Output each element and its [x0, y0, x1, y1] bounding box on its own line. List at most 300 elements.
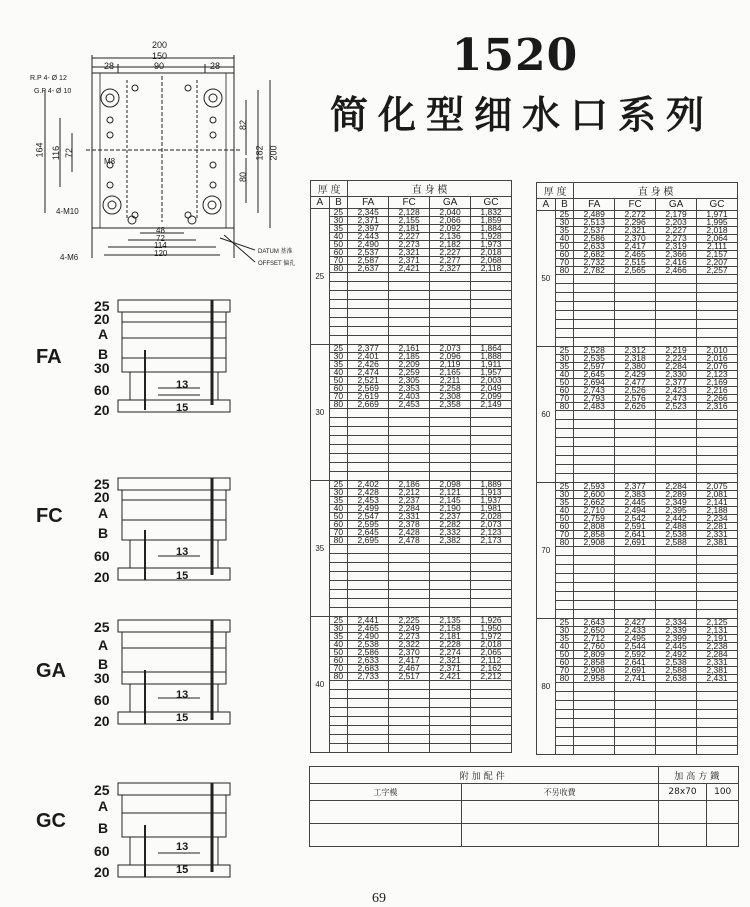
- blank-row: [311, 681, 512, 690]
- cell: 2,397: [348, 225, 389, 233]
- cell: 2,096: [430, 353, 471, 361]
- blank-row: [537, 293, 738, 302]
- cell: 2,595: [348, 521, 389, 529]
- cell: 30: [555, 491, 574, 499]
- dim-200-top: 200: [152, 40, 168, 50]
- cell: 2,316: [697, 403, 738, 411]
- cell: 2,378: [389, 521, 430, 529]
- straight-mold-header: 直 身 模: [574, 183, 738, 199]
- cell: 2,662: [574, 499, 615, 507]
- cell: 2,465: [348, 625, 389, 633]
- cell: 2,066: [430, 217, 471, 225]
- cell: 2,173: [471, 537, 512, 545]
- cell: 2,040: [430, 209, 471, 217]
- dim-182: 182: [254, 145, 265, 161]
- plate-b: B: [98, 820, 109, 836]
- cell: 2,382: [430, 537, 471, 545]
- dim-90: 90: [154, 61, 165, 71]
- cell: 35: [555, 363, 574, 371]
- blank-row: [537, 420, 738, 429]
- col-header-gc: GC: [471, 197, 512, 209]
- cell: 2,682: [574, 251, 615, 259]
- cell: 2,289: [656, 491, 697, 499]
- col-header-b: B: [329, 197, 348, 209]
- cell: 2,353: [389, 385, 430, 393]
- dim-13: 13: [176, 546, 189, 558]
- plate-25: 25: [94, 619, 110, 635]
- cell: 2,284: [656, 483, 697, 491]
- cell: 70: [329, 393, 348, 401]
- cell: 2,441: [348, 617, 389, 625]
- cell: 2,528: [574, 347, 615, 355]
- cell: 2,645: [348, 529, 389, 537]
- cell: 2,586: [348, 649, 389, 657]
- cell: 30: [555, 355, 574, 363]
- cell: 80: [329, 673, 348, 681]
- blank-row: [311, 545, 512, 554]
- plate-a: A: [98, 798, 109, 814]
- cell: 2,227: [430, 249, 471, 257]
- blank-row: [537, 728, 738, 737]
- cell: 1,971: [697, 211, 738, 219]
- blank-row: [311, 454, 512, 463]
- plate-20: 20: [94, 489, 110, 505]
- cell: 50: [329, 241, 348, 249]
- cell: 2,349: [656, 499, 697, 507]
- cell: 2,366: [656, 251, 697, 259]
- cell: 50: [555, 243, 574, 251]
- cell: 1,981: [471, 505, 512, 513]
- side-view-ga-shape: [118, 620, 230, 724]
- cell: 2,423: [656, 387, 697, 395]
- accessory-item: 工字模: [310, 784, 462, 801]
- cell: 2,234: [697, 515, 738, 523]
- plate-20-bottom: 20: [94, 864, 110, 880]
- cell: 2,523: [656, 403, 697, 411]
- cell: 2,331: [697, 531, 738, 539]
- blank-row: [311, 717, 512, 726]
- cell: 2,155: [389, 217, 430, 225]
- cell: 2,274: [430, 649, 471, 657]
- cell: 2,181: [430, 633, 471, 641]
- cell: 2,165: [430, 369, 471, 377]
- blank-row: [537, 411, 738, 420]
- col-header-fc: FC: [389, 197, 430, 209]
- cell: 2,191: [697, 635, 738, 643]
- cell: 60: [555, 387, 574, 395]
- cell: 1,913: [471, 489, 512, 497]
- cell: 2,517: [389, 673, 430, 681]
- cell: 2,488: [656, 523, 697, 531]
- cell: 2,592: [615, 651, 656, 659]
- extra-value: 100: [707, 784, 739, 801]
- cell: 2,121: [430, 489, 471, 497]
- cell: 60: [555, 251, 574, 259]
- blank-row: [311, 599, 512, 608]
- cell: 2,641: [615, 659, 656, 667]
- cell: 2,209: [389, 361, 430, 369]
- cell: 1,926: [471, 617, 512, 625]
- cell: 2,645: [574, 371, 615, 379]
- cell: 2,538: [656, 659, 697, 667]
- dim-72-left: 72: [64, 147, 75, 159]
- cell: 2,442: [656, 515, 697, 523]
- label-datum: DATUM 基淮: [258, 249, 293, 255]
- cell: 2,272: [615, 211, 656, 219]
- cell: 2,537: [348, 249, 389, 257]
- cell: 2,308: [430, 393, 471, 401]
- extra-height-title: 加高方鐵: [658, 767, 738, 784]
- cell: 2,211: [430, 377, 471, 385]
- blank-row: [537, 311, 738, 320]
- blank-row: [311, 318, 512, 327]
- cell: 2,118: [471, 265, 512, 273]
- cell: 2,327: [430, 265, 471, 273]
- cell: 25: [555, 211, 574, 219]
- cell: 2,258: [430, 385, 471, 393]
- cell: 2,370: [615, 235, 656, 243]
- cell: 2,228: [430, 641, 471, 649]
- plate-a: A: [98, 505, 109, 521]
- cell: 2,273: [389, 633, 430, 641]
- thickness-header: 厚 度: [537, 183, 574, 199]
- cell: 80: [555, 675, 574, 683]
- dim-13: 13: [176, 689, 189, 701]
- plate-25: 25: [94, 782, 110, 798]
- cell: 2,626: [615, 403, 656, 411]
- blank-row: [537, 547, 738, 556]
- cell: 60: [329, 657, 348, 665]
- table-row: [537, 675, 738, 683]
- cell: 2,637: [348, 265, 389, 273]
- cell: 2,237: [389, 497, 430, 505]
- cell: 2,179: [656, 211, 697, 219]
- cell: 2,111: [697, 243, 738, 251]
- cell: 2,712: [574, 635, 615, 643]
- cell: 2,428: [348, 489, 389, 497]
- table-row: [311, 537, 512, 545]
- cell: 60: [329, 521, 348, 529]
- cell: 1,928: [471, 233, 512, 241]
- dim-164: 164: [34, 142, 45, 158]
- cell: 40: [329, 233, 348, 241]
- a-value: 60: [537, 347, 556, 483]
- cell: 35: [555, 635, 574, 643]
- cell: 2,908: [574, 539, 615, 547]
- cell: 2,619: [348, 393, 389, 401]
- cell: 50: [555, 515, 574, 523]
- cell: 70: [329, 529, 348, 537]
- a-value: 80: [537, 619, 556, 755]
- cell: 1,957: [471, 369, 512, 377]
- cell: 2,429: [615, 371, 656, 379]
- a-value: 25: [311, 209, 330, 345]
- blank-row: [311, 463, 512, 472]
- cell: 70: [555, 531, 574, 539]
- cell: 2,586: [574, 235, 615, 243]
- cell: 2,075: [697, 483, 738, 491]
- cell: 30: [555, 627, 574, 635]
- cell: 2,490: [348, 633, 389, 641]
- cell: 2,759: [574, 515, 615, 523]
- cell: 2,858: [574, 531, 615, 539]
- cell: 2,547: [348, 513, 389, 521]
- cell: 2,542: [615, 515, 656, 523]
- cell: 70: [329, 665, 348, 673]
- cell: 2,371: [348, 217, 389, 225]
- cell: 80: [329, 401, 348, 409]
- table-row: [311, 265, 512, 273]
- cell: 2,273: [656, 235, 697, 243]
- blank-row: [311, 291, 512, 300]
- cell: 2,417: [615, 243, 656, 251]
- cell: 40: [555, 371, 574, 379]
- cell: 2,018: [471, 249, 512, 257]
- blank-row: [537, 601, 738, 610]
- cell: 2,169: [697, 379, 738, 387]
- cell: 30: [329, 217, 348, 225]
- cell: 2,597: [574, 363, 615, 371]
- plate-a: A: [98, 637, 109, 653]
- cell: 2,428: [389, 529, 430, 537]
- cell: 40: [329, 369, 348, 377]
- cell: 80: [329, 265, 348, 273]
- cell: 80: [555, 539, 574, 547]
- cell: 2,402: [348, 481, 389, 489]
- cell: 1,859: [471, 217, 512, 225]
- cell: 60: [555, 659, 574, 667]
- cell: 40: [329, 641, 348, 649]
- cell: 2,018: [697, 227, 738, 235]
- cell: 2,695: [348, 537, 389, 545]
- blank-row: [537, 429, 738, 438]
- plate-60: 60: [94, 843, 110, 859]
- cell: 2,284: [697, 651, 738, 659]
- cell: 2,028: [471, 513, 512, 521]
- cell: 2,426: [348, 361, 389, 369]
- cell: 2,216: [697, 387, 738, 395]
- cell: 2,593: [574, 483, 615, 491]
- cell: 2,380: [615, 363, 656, 371]
- a-value: 35: [311, 481, 330, 617]
- blank-row: [537, 692, 738, 701]
- cell: 2,358: [430, 401, 471, 409]
- side-view-shapes: [118, 300, 230, 877]
- blank-row: [311, 273, 512, 282]
- blank-row: [311, 300, 512, 309]
- type-label-fa: FA: [36, 346, 62, 368]
- blank-row: [537, 465, 738, 474]
- cell: 80: [555, 267, 574, 275]
- cell: 2,073: [471, 521, 512, 529]
- blank-row: [537, 574, 738, 583]
- cell: 2,212: [389, 489, 430, 497]
- cell: 2,119: [430, 361, 471, 369]
- cell: 2,277: [430, 257, 471, 265]
- cell: 35: [329, 225, 348, 233]
- col-header-fa: FA: [574, 199, 615, 211]
- cell: 2,181: [389, 225, 430, 233]
- cell: 50: [329, 513, 348, 521]
- dim-28-right: 28: [210, 61, 221, 71]
- cell: 2,433: [615, 627, 656, 635]
- blank-row: [311, 735, 512, 744]
- plate-60: 60: [94, 548, 110, 564]
- cell: 2,474: [348, 369, 389, 377]
- cell: 2,185: [389, 353, 430, 361]
- table-row: [311, 673, 512, 681]
- cell: 2,123: [697, 371, 738, 379]
- cell: 2,273: [389, 241, 430, 249]
- accessories-title: 附加配件: [310, 767, 659, 784]
- blank-row: [311, 309, 512, 318]
- cell: 2,515: [615, 259, 656, 267]
- blank-row: [537, 284, 738, 293]
- cell: 1,937: [471, 497, 512, 505]
- dim-150: 150: [152, 51, 168, 61]
- blank-row: [311, 726, 512, 735]
- blank-row: [537, 320, 738, 329]
- label-rp: R.P 4- Ø 12: [30, 75, 67, 82]
- cell: 35: [555, 227, 574, 235]
- cell: 2,395: [656, 507, 697, 515]
- cell: 2,569: [348, 385, 389, 393]
- cell: 2,760: [574, 643, 615, 651]
- cell: 2,092: [430, 225, 471, 233]
- cell: 2,453: [389, 401, 430, 409]
- blank-row: [311, 699, 512, 708]
- blank-row: [537, 746, 738, 755]
- blank-row: [311, 690, 512, 699]
- blank-row: [537, 447, 738, 456]
- blank-row: [311, 418, 512, 427]
- blank-row: [537, 701, 738, 710]
- cell: 50: [555, 379, 574, 387]
- cell: 2,492: [656, 651, 697, 659]
- cell: 70: [329, 257, 348, 265]
- cell: 2,157: [697, 251, 738, 259]
- label-m8: M8: [104, 157, 116, 166]
- plate-25: 25: [94, 298, 110, 314]
- blank-row: [311, 590, 512, 599]
- cell: 2,427: [615, 619, 656, 627]
- cell: 25: [329, 481, 348, 489]
- dim-120: 120: [154, 249, 168, 258]
- table-row: [311, 401, 512, 409]
- cell: 1,911: [471, 361, 512, 369]
- plate-20: 20: [94, 311, 110, 327]
- a-value: 70: [537, 483, 556, 619]
- cell: 2,691: [615, 667, 656, 675]
- blank-row: [537, 710, 738, 719]
- accessories-table: [309, 766, 739, 847]
- cell: 2,669: [348, 401, 389, 409]
- cell: 25: [555, 619, 574, 627]
- cell: 2,207: [697, 259, 738, 267]
- cell: 35: [329, 497, 348, 505]
- dim-15: 15: [176, 570, 189, 582]
- col-header-gc: GC: [697, 199, 738, 211]
- cell: 2,212: [471, 673, 512, 681]
- cell: 2,908: [574, 667, 615, 675]
- blank-row: [537, 456, 738, 465]
- dim-82: 82: [238, 119, 249, 131]
- cell: 35: [329, 633, 348, 641]
- plate-20-bottom: 20: [94, 713, 110, 729]
- cell: 2,638: [656, 675, 697, 683]
- cell: 2,445: [615, 499, 656, 507]
- cell: 2,322: [389, 641, 430, 649]
- cell: 2,321: [389, 249, 430, 257]
- cell: 2,065: [471, 649, 512, 657]
- cell: 2,743: [574, 387, 615, 395]
- type-label-ga: GA: [36, 660, 66, 682]
- cell: 2,535: [574, 355, 615, 363]
- cell: 2,691: [615, 539, 656, 547]
- cell: 2,330: [656, 371, 697, 379]
- cell: 2,499: [348, 505, 389, 513]
- cell: 1,950: [471, 625, 512, 633]
- cell: 2,538: [656, 531, 697, 539]
- cell: 2,600: [574, 491, 615, 499]
- cell: 2,099: [471, 393, 512, 401]
- cell: 1,889: [471, 481, 512, 489]
- cell: 30: [555, 219, 574, 227]
- plate-30: 30: [94, 360, 110, 376]
- blank-row: [537, 719, 738, 728]
- col-header-ga: GA: [656, 199, 697, 211]
- cell: 50: [555, 651, 574, 659]
- series-number: 1520: [451, 30, 579, 81]
- cell: 2,284: [389, 505, 430, 513]
- cell: 2,383: [615, 491, 656, 499]
- plate-20-bottom: 20: [94, 402, 110, 418]
- label-m10: 4-M10: [56, 207, 79, 216]
- cell: 2,467: [389, 665, 430, 673]
- cell: 2,249: [389, 625, 430, 633]
- col-header-a: A: [311, 197, 330, 209]
- cell: 80: [555, 403, 574, 411]
- dim-114: 114: [154, 241, 167, 250]
- cell: 2,237: [430, 513, 471, 521]
- cell: 70: [555, 667, 574, 675]
- cell: 2,483: [574, 403, 615, 411]
- table-row: [537, 267, 738, 275]
- blank-row: [311, 282, 512, 291]
- cell: 2,312: [615, 347, 656, 355]
- cell: 2,494: [615, 507, 656, 515]
- blank-row: [311, 572, 512, 581]
- dim-116: 116: [51, 145, 62, 161]
- cell: 2,431: [697, 675, 738, 683]
- cell: 2,683: [348, 665, 389, 673]
- cell: 2,576: [615, 395, 656, 403]
- cell: 70: [555, 259, 574, 267]
- cell: 2,641: [615, 531, 656, 539]
- dim-15: 15: [176, 864, 189, 876]
- cell: 40: [555, 507, 574, 515]
- cell: 2,182: [430, 241, 471, 249]
- cell: 2,135: [430, 617, 471, 625]
- cell: 2,495: [615, 635, 656, 643]
- cell: 2,064: [697, 235, 738, 243]
- cell: 2,238: [697, 643, 738, 651]
- cell: 1,995: [697, 219, 738, 227]
- cell: 30: [329, 625, 348, 633]
- cell: 2,526: [615, 387, 656, 395]
- cell: 2,377: [348, 345, 389, 353]
- cell: 2,098: [430, 481, 471, 489]
